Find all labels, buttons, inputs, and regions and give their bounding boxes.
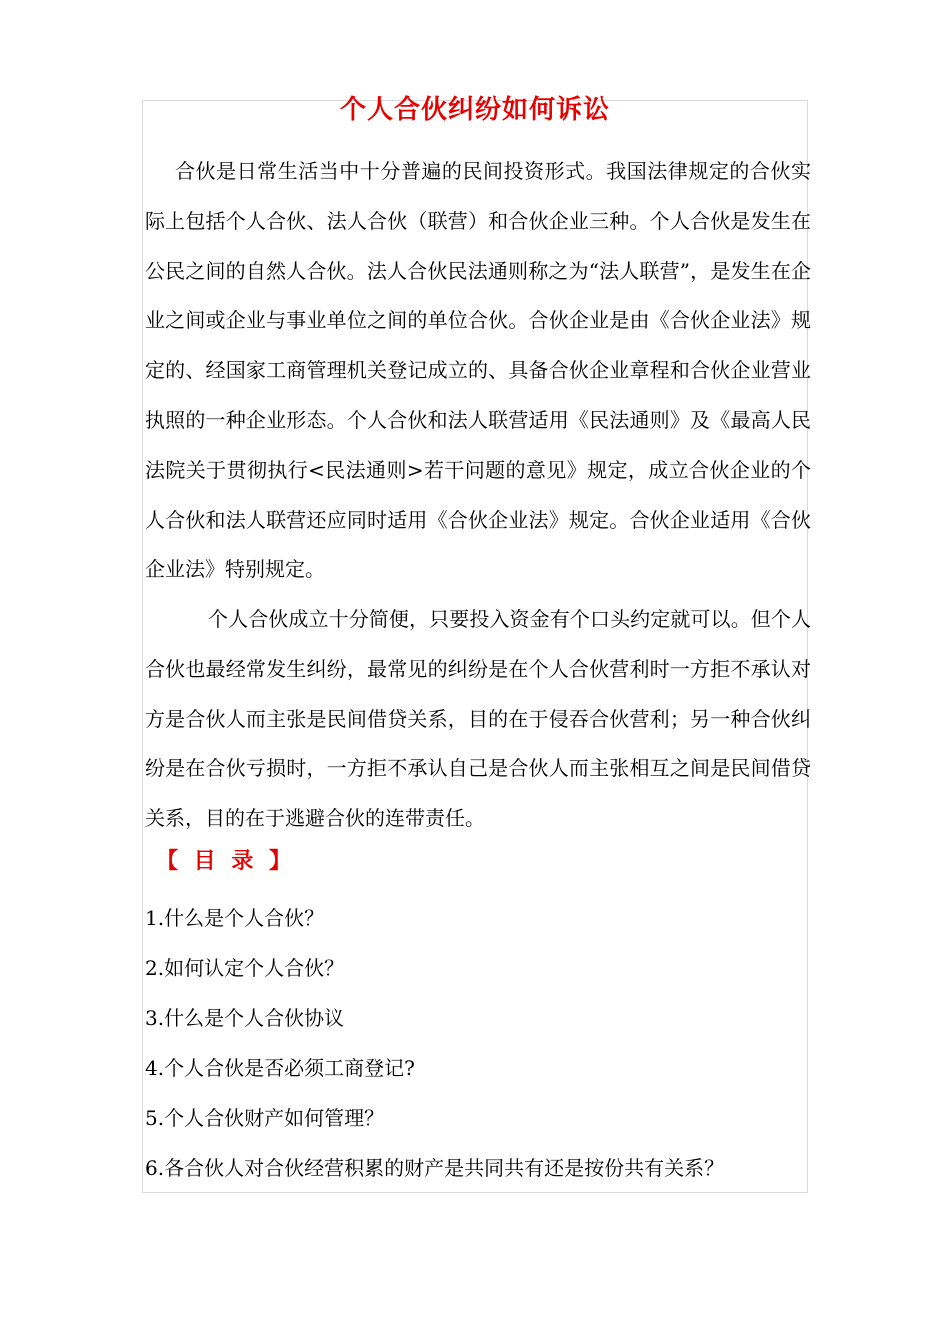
toc-item[interactable]: 4.个人合伙是否必须工商登记? — [145, 1056, 415, 1080]
disputes-paragraph: 个人合伙成立十分简便，只要投入资金有个口头约定就可以。但个人合伙也最经常发生纠纷，最常见的纠纷是在个人合伙营利时一方拒不承认对方是合伙人而主张是民间借贷关系，目的在于侵吞合伙营利；另一种合伙纠纷是在合伙亏损时，一方拒不承认自己是合伙人而主张相互之间是民间借贷关系，目的在于逃避合伙的连带责任。 — [145, 607, 811, 831]
toc-item[interactable]: 2.如何认定个人合伙？ — [145, 956, 345, 980]
toc-item[interactable]: 3.什么是个人合伙协议 — [145, 1006, 345, 1030]
toc-heading: 【 目 录 】 — [156, 849, 295, 874]
toc-list — [145, 893, 805, 1193]
document-title: 个人合伙纠纷如何诉讼 — [339, 95, 610, 125]
toc-item[interactable]: 5.个人合伙财产如何管理？ — [145, 1106, 385, 1130]
toc-item[interactable]: 6.各合伙人对合伙经营积累的财产是共同共有还是按份共有关系？ — [145, 1156, 725, 1180]
intro-paragraph: 合伙是日常生活当中十分普遍的民间投资形式。我国法律规定的合伙实际上包括个人合伙、法人合伙（联营）和合伙企业三种。个人合伙是发生在公民之间的自然人合伙。法人合伙民法通则称之为“法人联营”，是发生在企业之间或企业与事业单位之间的单位合伙。合伙企业是由《合伙企业法》规定的、经国家工商管理机关登记成立的、具备合伙企业章程和合伙企业营业执照的一种企业形态。个人合伙和法人联营适用《民法通则》及《最高人民法院关于贯彻执行<民法通则>若干问题的意见》规定，成立合伙企业的个人合伙和法人联营还应同时适用《合伙企业法》规定。合伙企业适用《合伙企业法》特别规定。 — [145, 159, 811, 582]
toc-item[interactable]: 1.什么是个人合伙？ — [145, 906, 325, 930]
